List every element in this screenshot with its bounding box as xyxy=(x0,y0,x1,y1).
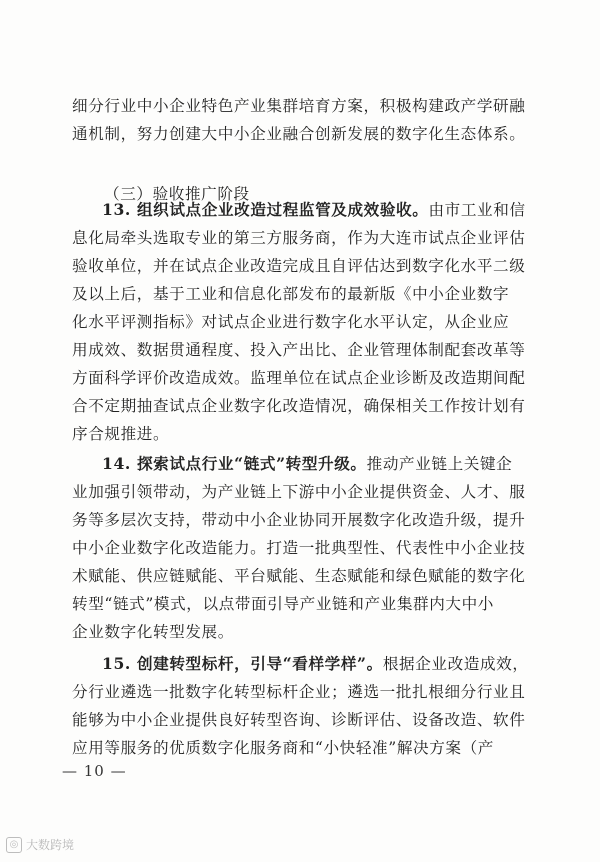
item-14-paragraph xyxy=(72,450,528,646)
text-line: 分行业遴选一批数字化转型标杆企业；遴选一批扎根细分行业且 xyxy=(72,683,526,701)
item-15-paragraph xyxy=(72,650,528,762)
text-line: 应用等服务的优质数字化服务商和“小快轻准”解决方案（产 xyxy=(72,739,494,757)
text-line: 序合规推进。 xyxy=(72,425,170,443)
item-13-paragraph xyxy=(72,196,528,448)
text-line: 能够为中小企业提供良好转型咨询、诊断评估、设备改造、软件 xyxy=(72,711,526,729)
item-13-title: 13. 组织试点企业改造过程监管及成效验收。 xyxy=(102,200,429,219)
item-14-title: 14. 探索试点行业“链式”转型升级。 xyxy=(102,454,367,473)
text-line: 方面科学评价改造成效。监理单位在试点企业诊断及改造期间配 xyxy=(72,369,526,387)
text-line: 务等多层次支持，带动中小企业协同开展数字化改造升级，提升 xyxy=(72,511,526,529)
item-15-first-line xyxy=(72,650,528,678)
text-line: 化水平评测指标》对试点企业进行数字化水平认定，从企业应 xyxy=(72,313,510,331)
text-line: 息化局牵头选取专业的第三方服务商，作为大连市试点企业评估 xyxy=(72,229,526,247)
item-14-first-line-rest: 推动产业链上关键企 xyxy=(366,455,513,473)
section-heading: （三）验收推广阶段 xyxy=(104,185,250,203)
text-line: 业加强引领带动，为产业链上下游中小企业提供资金、人才、服 xyxy=(72,483,526,501)
item-15-title: 15. 创建转型标杆，引导“看样学样”。 xyxy=(102,654,383,673)
item-13-first-line-rest: 由市工业和信 xyxy=(428,201,526,219)
paragraph-intro xyxy=(72,92,528,148)
watermark-text: 大数跨境 xyxy=(26,838,75,852)
watermark xyxy=(6,836,74,853)
item-14-first-line xyxy=(72,450,528,478)
watermark-logo-icon: ◎ xyxy=(6,837,22,853)
text-line: 中小企业数字化改造能力。打造一批典型性、代表性中小企业技 xyxy=(72,539,526,557)
text-line: 细分行业中小企业特色产业集群培育方案，积极构建政产学研融 xyxy=(72,97,526,115)
text-line: 及以上后，基于工业和信息化部发布的最新版《中小企业数字 xyxy=(72,285,510,303)
text-line: 用成效、数据贯通程度、投入产出比、企业管理体制配套改革等 xyxy=(72,341,526,359)
text-line: 验收单位，并在试点企业改造完成且自评估达到数字化水平二级 xyxy=(72,257,526,275)
text-line: 通机制，努力创建大中小企业融合创新发展的数字化生态体系。 xyxy=(72,125,526,143)
item-15-first-line-rest: 根据企业改造成效， xyxy=(382,655,529,673)
text-line: 术赋能、供应链赋能、平台赋能、生态赋能和绿色赋能的数字化 xyxy=(72,567,526,585)
text-line: 合不定期抽查试点企业数字化改造情况，确保相关工作按计划有 xyxy=(72,397,526,415)
text-line: 转型“链式”模式，以点带面引导产业链和产业集群内大中小 xyxy=(72,595,494,613)
page-number: — 10 — xyxy=(62,762,127,780)
text-line: 企业数字化转型发展。 xyxy=(72,623,234,641)
item-13-first-line xyxy=(72,196,528,224)
